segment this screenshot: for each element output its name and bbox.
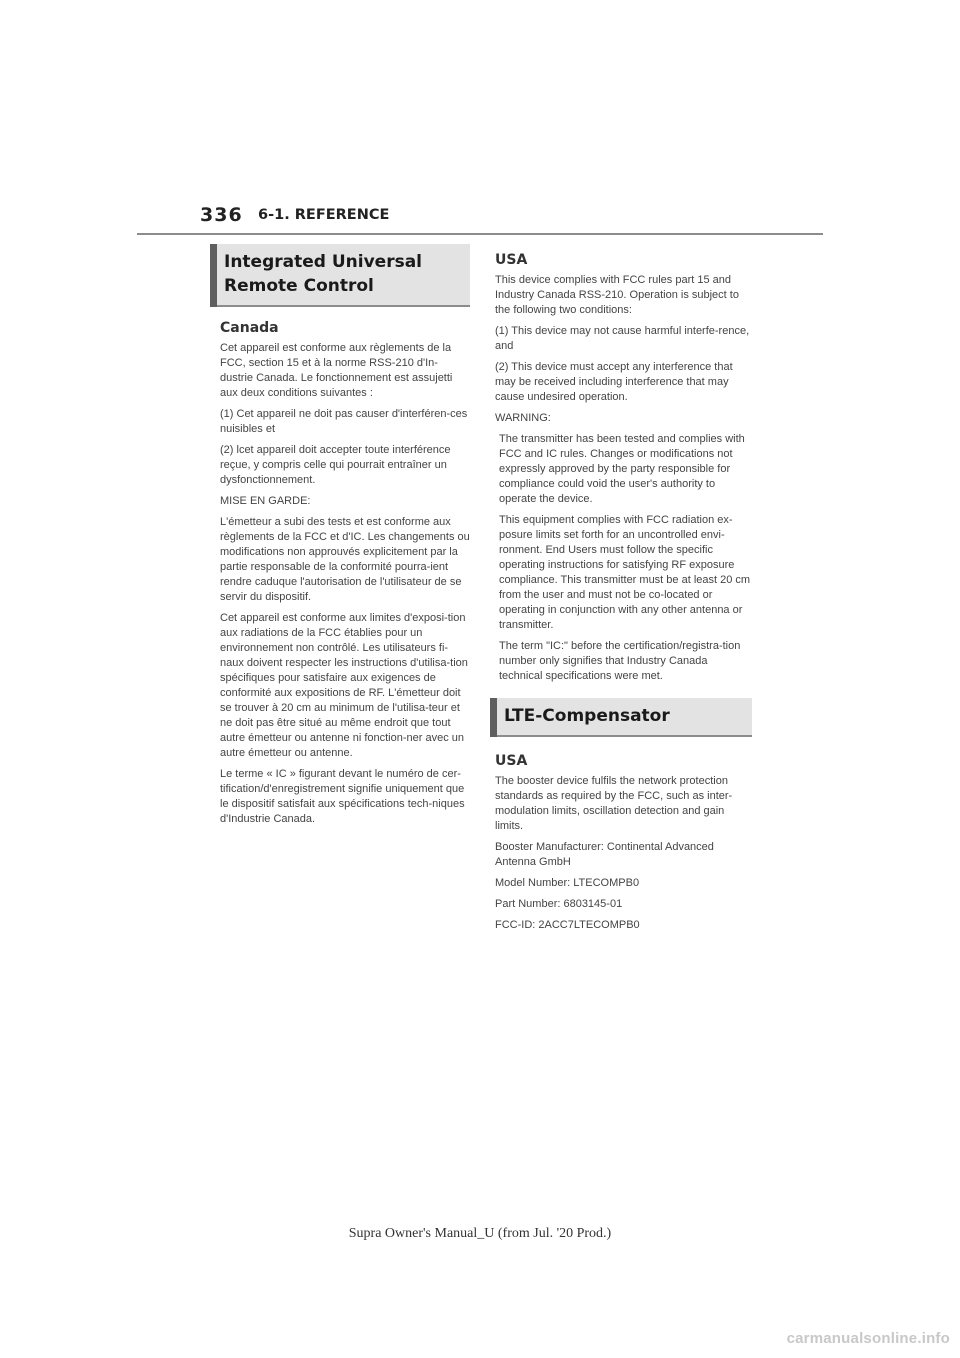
paragraph: (2) This device must accept any interference that may be received including interference that may cause undesired operation. xyxy=(495,361,733,403)
section-title-line-2: Remote Control xyxy=(224,276,374,296)
paragraph: Cet appareil est conforme aux règlements de la FCC, section 15 et à la norme RSS-210 d'In-dustrie Canada. Le fonctionnement est assujetti aux deux conditions suivantes : xyxy=(220,342,453,399)
footer-manual-title: Supra Owner's Manual_U (from Jul. '20 Prod.) xyxy=(348,1226,612,1241)
paragraph: The term "IC:" before the certification/registra-tion number only signifies that Industry Canada technical specifications were met. xyxy=(499,640,741,682)
paragraph: Part Number: 6803145-01 xyxy=(495,898,623,910)
left-column xyxy=(210,244,470,833)
header-divider xyxy=(137,233,823,235)
page-number: 336 xyxy=(200,204,243,226)
paragraph: The transmitter has been tested and complies with FCC and IC rules. Changes or modifications not expressly approved by the party responsible for compliance could void the user's authority to operate the device. xyxy=(499,433,745,505)
section-heading-integrated-universal-remote-control xyxy=(210,244,470,307)
paragraph: Booster Manufacturer: Continental Advanced Antenna GmbH xyxy=(495,841,714,868)
paragraph: This equipment complies with FCC radiation ex-posure limits set forth for an uncontrolled envi-ronment. End Users must follow the specific operating instructions for satisfying RF exposure compliance. This transmitter must be at least 20 cm from the user and must not be co-located or operating in conjunction with any other antenna or transmitter. xyxy=(499,514,751,631)
page-header xyxy=(200,204,830,234)
section-title-line-1: Integrated Universal xyxy=(224,252,422,272)
paragraph: FCC-ID: 2ACC7LTECOMPB0 xyxy=(495,919,640,931)
paragraph: (2) lcet appareil doit accepter toute interférence reçue, y compris celle qui pourrait entraîner un dysfonctionnement. xyxy=(220,444,451,486)
paragraph: Model Number: LTECOMPB0 xyxy=(495,877,640,889)
section-title: LTE-Compensator xyxy=(504,706,670,726)
paragraph: This device complies with FCC rules part 15 and Industry Canada RSS-210. Operation is subject to the following two conditions: xyxy=(495,274,739,316)
paragraph: MISE EN GARDE: xyxy=(220,495,311,507)
section-heading-lte-compensator xyxy=(490,698,752,737)
subheading-usa: USA xyxy=(495,252,528,268)
chapter-title: 6-1. REFERENCE xyxy=(258,207,390,223)
paragraph: Cet appareil est conforme aux limites d'exposi-tion aux radiations de la FCC établies pour un environnement non contrôlé. Les utilisateurs fi-naux doivent respecter les instructions d'utilisa-tion spécifiques pour satisfaire aux exigences de conformité aux expositions de RF. L'émetteur doit se trouver à 20 cm au minimum de l'utilisa-teur et ne doit pas être situé au même endroit que tout autre émetteur ou antenne ni fonction-ner avec un autre émetteur ou antenne. xyxy=(220,612,468,759)
paragraph: (1) Cet appareil ne doit pas causer d'interféren-ces nuisibles et xyxy=(220,408,468,435)
paragraph: The booster device fulfils the network protection standards as required by the FCC, such as inter-modulation limits, oscillation detection and gain limits. xyxy=(495,775,733,832)
right-column xyxy=(490,244,752,939)
paragraph: WARNING: xyxy=(495,412,551,424)
paragraph: Le terme « IC » figurant devant le numéro de cer-tification/d'enregistrement signifie uniquement que le dispositif satisfait aux spécifications tech-niques d'Industrie Canada. xyxy=(220,768,465,825)
paragraph: L'émetteur a subi des tests et est conforme aux règlements de la FCC et d'IC. Les changements ou modifications non approuvés explicitement par la partie responsable de la conformité pourra-ient rendre caduque l'autorisation de l'utilisateur de se servir du dispositif. xyxy=(220,516,470,603)
subheading-canada: Canada xyxy=(220,320,279,336)
paragraph: (1) This device may not cause harmful interfe-rence, and xyxy=(495,325,750,352)
subheading-usa: USA xyxy=(495,753,528,769)
watermark: carmanualsonline.info xyxy=(786,1330,950,1347)
